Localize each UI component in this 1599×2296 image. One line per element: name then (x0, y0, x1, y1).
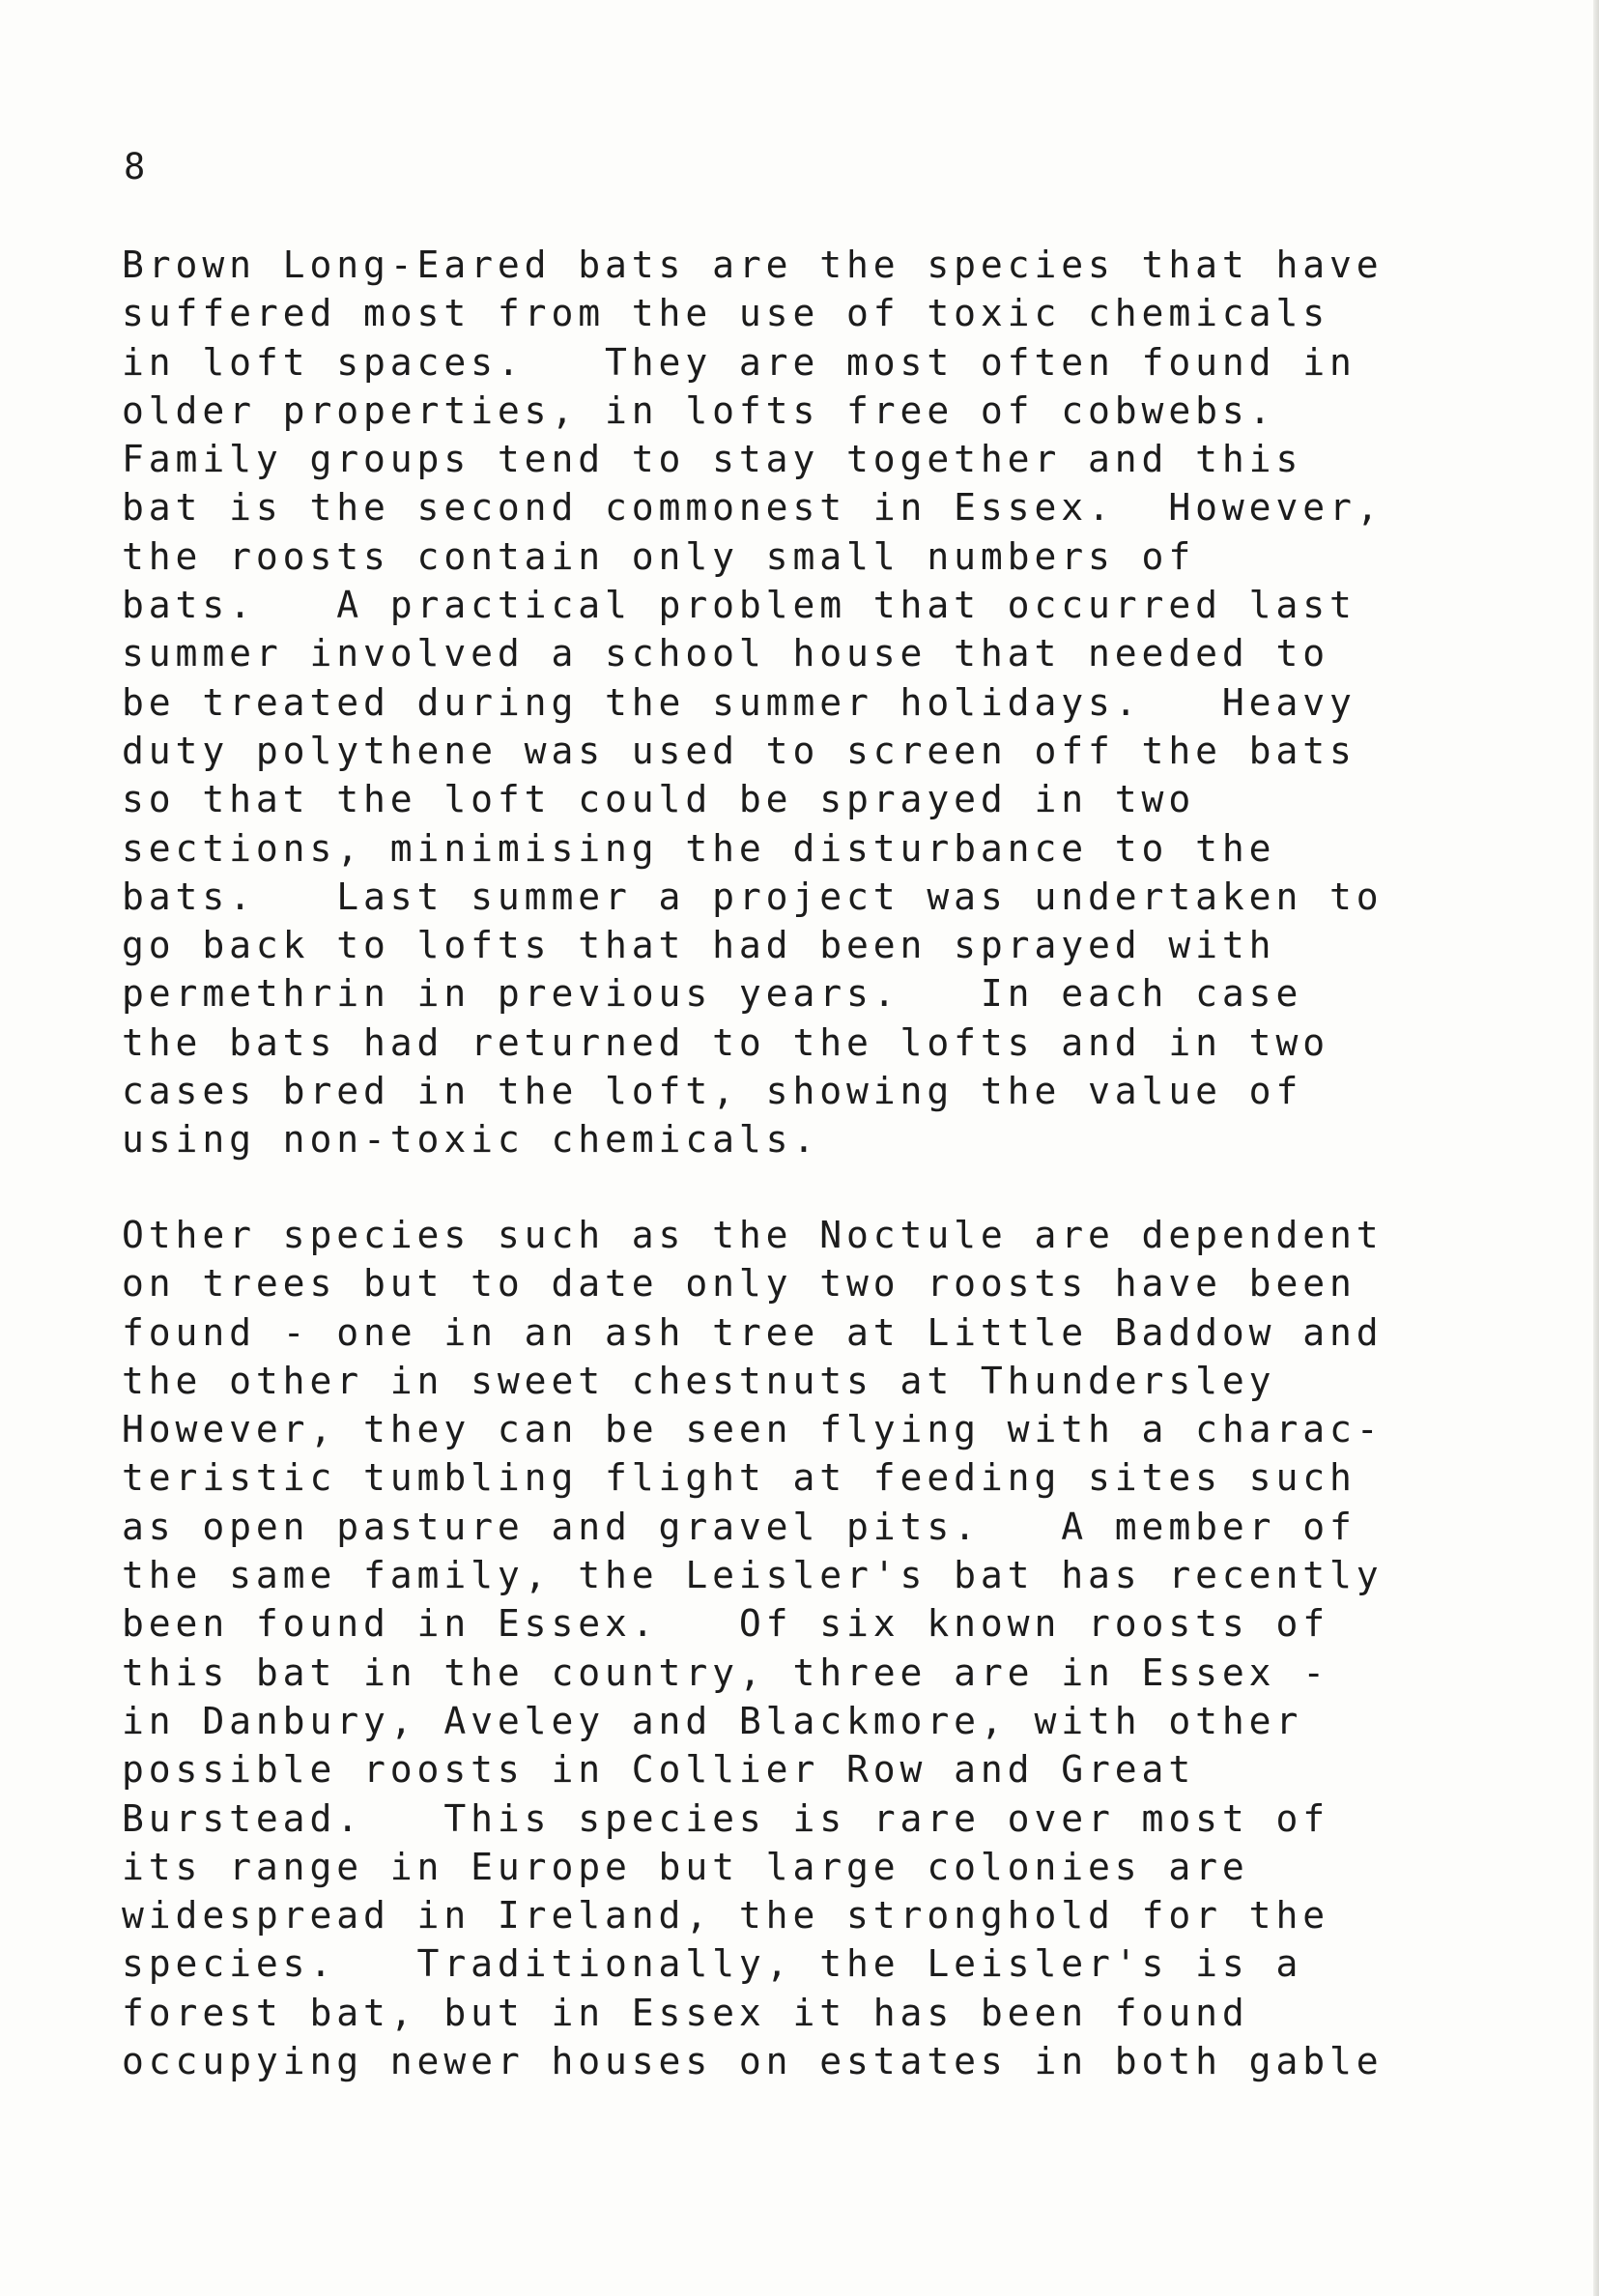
text-line: as open pasture and gravel pits. A member of (122, 1505, 1356, 1548)
text-line: duty polythene was used to screen off the bats (122, 729, 1356, 772)
text-line: the same family, the Leisler's bat has recently (122, 1554, 1384, 1597)
text-line: widespread in Ireland, the stronghold for the (122, 1894, 1330, 1937)
text-line: in loft spaces. They are most often found in (122, 340, 1356, 384)
text-line: species. Traditionally, the Leisler's is a (122, 1942, 1303, 1986)
text-line: go back to lofts that had been sprayed with (122, 924, 1276, 967)
text-line: the roosts contain only small numbers of (122, 534, 1196, 578)
page-edge-shadow (1593, 0, 1599, 2296)
text-line: teristic tumbling flight at feeding sites such (122, 1456, 1356, 1500)
text-line: forest bat, but in Essex it has been found (122, 1991, 1249, 2034)
text-line: Brown Long-Eared bats are the species that have (122, 244, 1384, 286)
text-line: possible roosts in Collier Row and Great (122, 1748, 1196, 1792)
text-line: summer involved a school house that needed to (122, 632, 1330, 675)
text-line: bats. A practical problem that occurred last (122, 584, 1356, 627)
text-line: Family groups tend to stay together and this (122, 438, 1303, 481)
text-line: using non-toxic chemicals. (122, 1118, 820, 1162)
text-line: Other species such as the Noctule are dependent (122, 1214, 1384, 1256)
text-line: been found in Essex. Of six known roosts of (122, 1602, 1330, 1646)
text-line: found - one in an ash tree at Little Baddow and (122, 1310, 1384, 1354)
text-line: bats. Last summer a project was undertaken to (122, 875, 1384, 918)
text-line: occupying newer houses on estates in both gable (122, 2040, 1384, 2083)
text-line: so that the loft could be sprayed in two (122, 778, 1196, 821)
text-line: permethrin in previous years. In each case (122, 972, 1303, 1016)
text-line: cases bred in the loft, showing the value of (122, 1070, 1303, 1113)
text-line: its range in Europe but large colonies are (122, 1845, 1249, 1888)
paragraph-other-species (122, 1211, 1513, 2085)
text-line: Burstead. This species is rare over most of (122, 1796, 1330, 1840)
text-line: However, they can be seen flying with a charac- (122, 1408, 1384, 1451)
page-number: 8 (124, 146, 147, 187)
paragraph-brown-long-eared-bats (122, 241, 1513, 1164)
text-line: the other in sweet chestnuts at Thundersley (122, 1359, 1276, 1402)
text-line: on trees but to date only two roosts have been (122, 1262, 1356, 1306)
text-line: be treated during the summer holidays. Heavy (122, 680, 1356, 724)
text-line: in Danbury, Aveley and Blackmore, with other (122, 1699, 1303, 1742)
text-line: suffered most from the use of toxic chemicals (122, 292, 1330, 335)
text-line: the bats had returned to the lofts and in two (122, 1020, 1330, 1064)
text-line: this bat in the country, three are in Essex - (122, 1650, 1330, 1694)
text-line: sections, minimising the disturbance to the (122, 826, 1276, 870)
text-line: older properties, in lofts free of cobwebs. (122, 388, 1276, 432)
text-line: bat is the second commonest in Essex. However, (122, 486, 1384, 530)
